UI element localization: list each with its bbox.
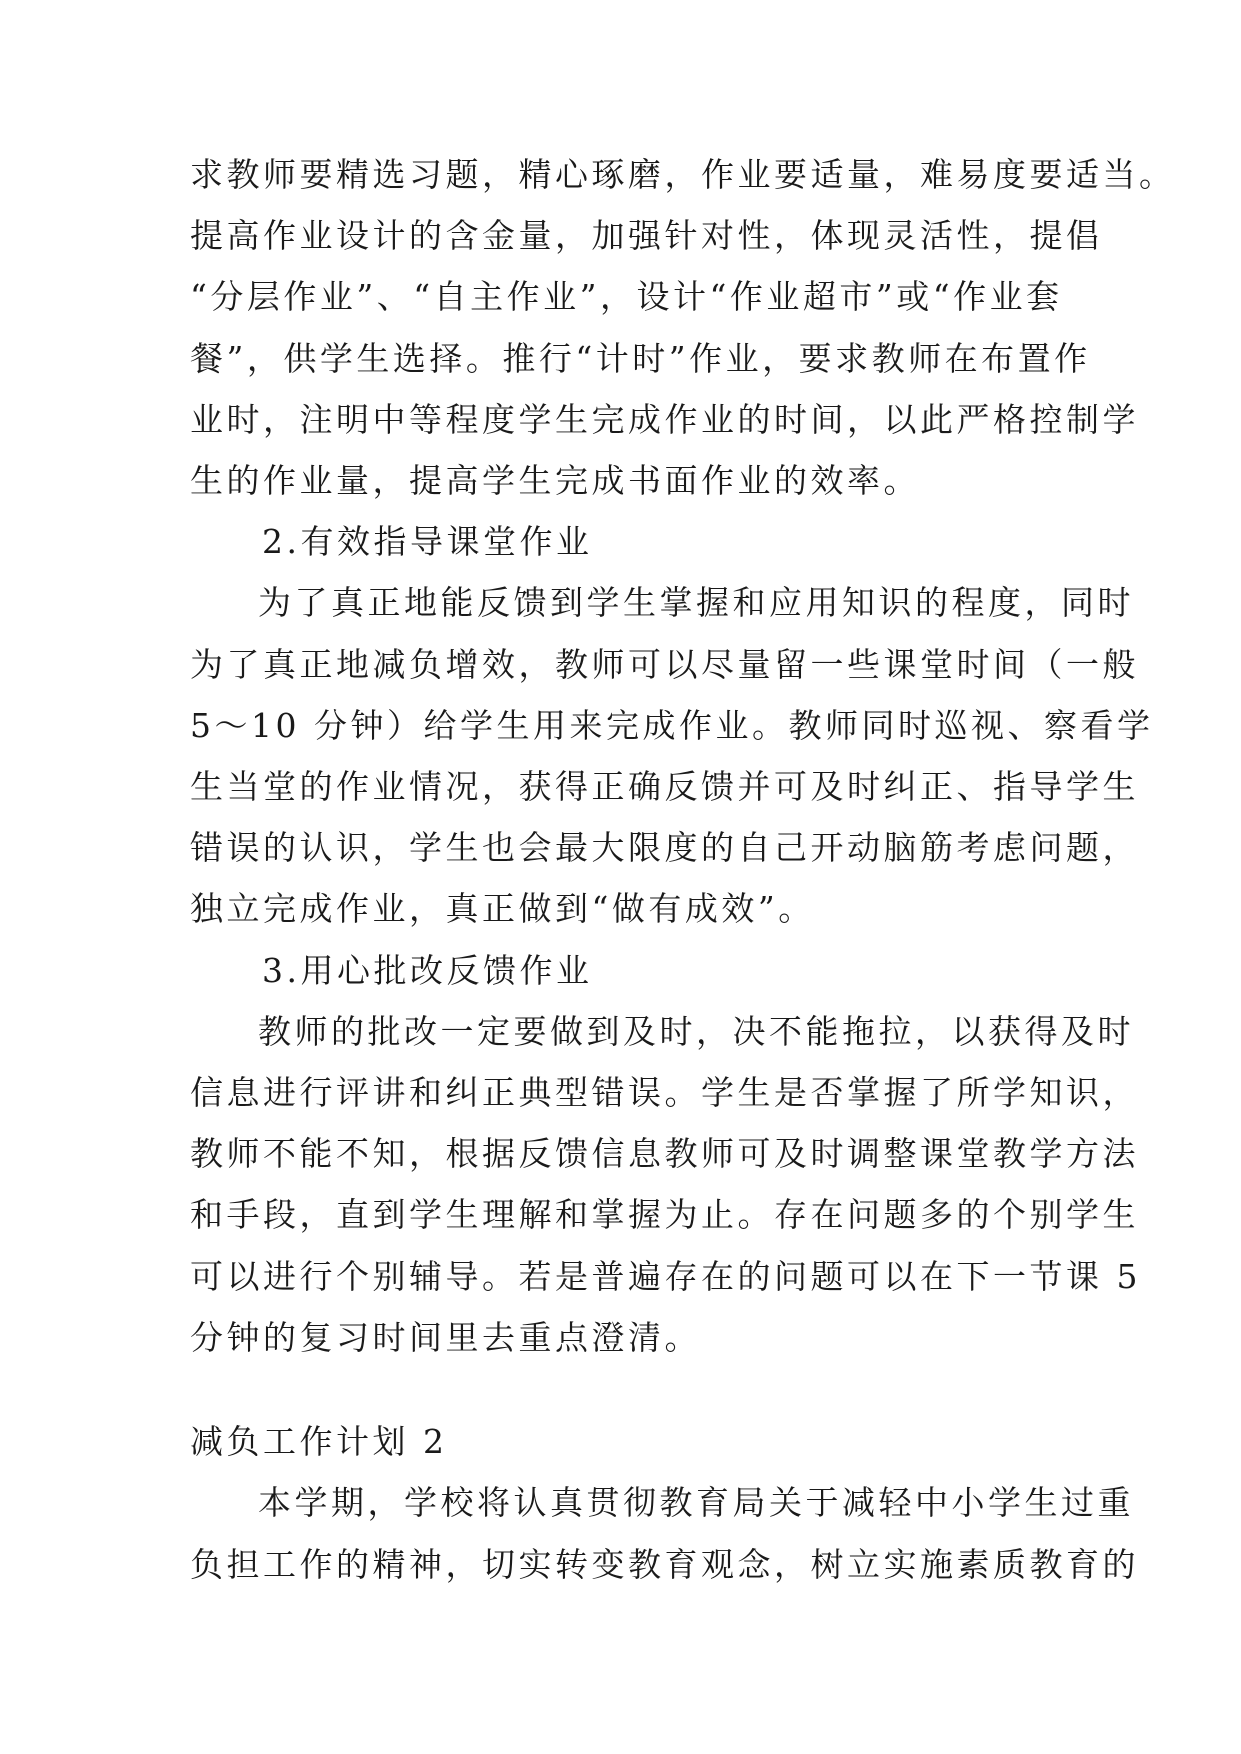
paragraph-line: 5～10 分钟）给学生用来完成作业。教师同时巡视、察看学 xyxy=(190,706,1154,745)
paragraph-line: 本学期，学校将认真贯彻教育局关于减轻中小学生过重 xyxy=(258,1483,1134,1522)
paragraph-line: 独立完成作业，真正做到“做有成效”。 xyxy=(190,889,815,928)
paragraph-line: 生当堂的作业情况，获得正确反馈并可及时纠正、指导学生 xyxy=(190,767,1139,806)
paragraph-line: 分钟的复习时间里去重点澄清。 xyxy=(190,1318,701,1357)
paragraph-line: 和手段，直到学生理解和掌握为止。存在问题多的个别学生 xyxy=(190,1195,1139,1234)
paragraph-line: 为了真正地能反馈到学生掌握和应用知识的程度，同时 xyxy=(258,583,1134,622)
paragraph-line: “分层作业”、“自主作业”，设计“作业超市”或“作业套 xyxy=(190,277,1063,316)
paragraph-line: 教师不能不知，根据反馈信息教师可及时调整课堂教学方法 xyxy=(190,1134,1139,1173)
paragraph-line: 生的作业量，提高学生完成书面作业的效率。 xyxy=(190,461,920,500)
paragraph-line: 求教师要精选习题，精心琢磨，作业要适量，难易度要适当。 xyxy=(190,155,1176,194)
paragraph-line: 餐”，供学生选择。推行“计时”作业，要求教师在布置作 xyxy=(190,339,1091,378)
paragraph-line: 为了真正地减负增效，教师可以尽量留一些课堂时间（一般 xyxy=(190,645,1139,684)
document-title: 减负工作计划 2 xyxy=(190,1422,448,1461)
paragraph-line: 业时，注明中等程度学生完成作业的时间，以此严格控制学 xyxy=(190,400,1139,439)
paragraph-line: 错误的认识，学生也会最大限度的自己开动脑筋考虑问题， xyxy=(190,828,1139,867)
section-heading: 3.用心批改反馈作业 xyxy=(262,951,593,990)
paragraph-line: 信息进行评讲和纠正典型错误。学生是否掌握了所学知识， xyxy=(190,1073,1139,1112)
paragraph-line: 可以进行个别辅导。若是普遍存在的问题可以在下一节课 5 xyxy=(190,1257,1141,1296)
paragraph-line: 负担工作的精神，切实转变教育观念，树立实施素质教育的 xyxy=(190,1545,1139,1584)
paragraph-line: 教师的批改一定要做到及时，决不能拖拉，以获得及时 xyxy=(258,1012,1134,1051)
paragraph-line: 提高作业设计的含金量，加强针对性，体现灵活性，提倡 xyxy=(190,216,1103,255)
section-heading: 2.有效指导课堂作业 xyxy=(262,522,593,561)
